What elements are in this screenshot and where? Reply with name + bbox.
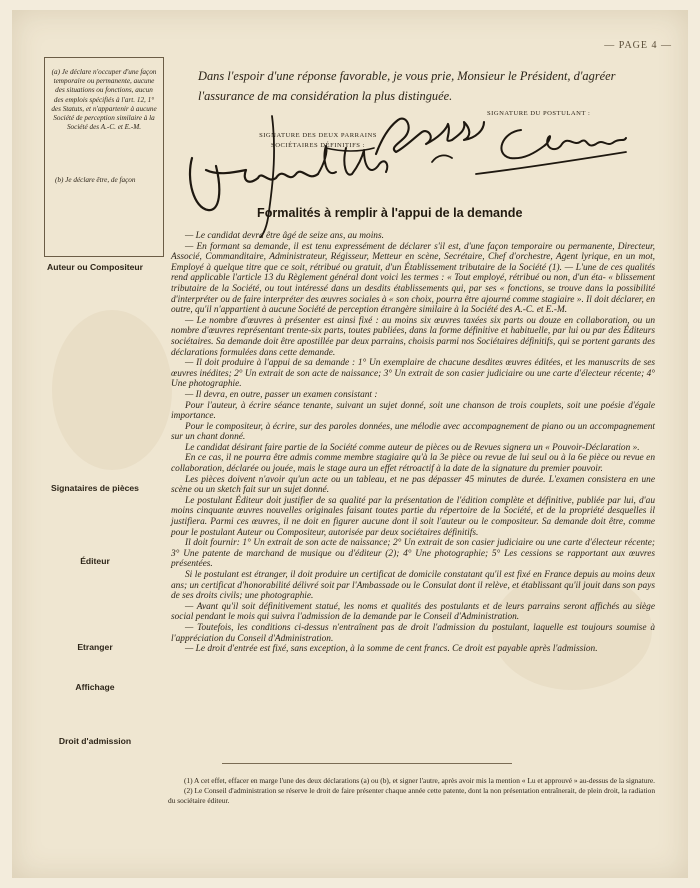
declaration-box [44,57,164,257]
paragraph: Si le postulant est étranger, il doit produire un certificat de domicile constatant qu'il est fixé en France depuis au moins deux ans; un certificat d'honorabilité délivré soit par l'Ambassade ou le Consulat dont il relève, et établissant qu'il jouit dans son pays de ses droits civils; une photographie. [171,570,655,602]
footnote: (2) Le Conseil d'administration se réserve le droit de faire présenter chaque année cette patente, dont la non présentation entraînerait, de plein droit, la radiation du sociétaire éditeur. [168,786,656,805]
paragraph: Il doit fournir: 1° Un extrait de son acte de naissance; 2° Un extrait de son casier judiciaire ou une carte d'électeur récente; 3° Une patente de marchand de musique ou d'éditeur (2); 4° Une photographie; 5° Les cessions se rapportant aux œuvres présentées. [171,538,655,570]
paragraph: Pour l'auteur, à écrire séance tenante, suivant un sujet donné, soit une chanson de trois couplets, soit une poésie d'égale importance. [171,400,655,422]
paper-stain [52,310,172,470]
page-number: — PAGE 4 — [604,40,672,51]
sidebar-publisher: Éditeur [80,556,110,566]
paragraph: En ce cas, il ne pourra être admis comme membre stagiaire qu'à la 3e pièce ou revue de lui seul ou à la 6e pièce ou revue en collaboration, déclarée ou jouée, mais le stage aura un effet rétroactif à la date de la signature du premier pouvoir. [171,453,655,475]
closing-salutation: Dans l'espoir d'une réponse favorable, je vous prie, Monsieur le Président, d'agréer l'assurance de ma considération la plus distinguée. [198,69,616,103]
paragraph: — Il devra, en outre, passer un examen consistant : [185,389,378,400]
sidebar-admission-fee: Droit d'admission [58,736,132,746]
footnote-divider [222,763,512,764]
paragraph: — Le nombre d'œuvres à présenter est ainsi fixé : au moins six œuvres taxées six parts ou douze en collaboration, ou un nombre d'œuvres représentant trente-six parts, toutes publiées, dans la forme définitive et habituelle, par lui ou par des Éditeurs sociétaires. Sa demande doit être apostillée par deux parrains, choisis parmi nos Sociétaires définitifs, qui se portent garants des déclarations formulées dans cette demande. [171,315,655,358]
sidebar-posting: Affichage [75,682,115,692]
declaration-a: (a) Je déclare n'occuper d'une façon temporaire ou permanente, aucune des situations ou fonctions, aucun des emplois spécifiés à l'art. 12, 1° des Statuts, et n'appartenir à aucune Société de perception similaire à la Société des A.-C. et E.-M. [51,68,157,132]
paragraph: — Il doit produire à l'appui de sa demande : 1° Un exemplaire de chacune desdites œuvres éditées, et les manuscrits de ses œuvres inédites; 2° Un extrait de son acte de naissance; 3° Un extrait de son casier judiciaire ou une carte d'électeur récente; 4° Une photographie. [171,358,655,390]
sidebar-signatories: Signataires de pièces [51,483,139,493]
sidebar-foreigner: Etranger [77,642,113,652]
applicant-signature-label: SIGNATURE DU POSTULANT : [487,110,591,117]
footnotes [168,776,658,806]
formalities-body [171,231,655,655]
paragraph: — Avant qu'il soit définitivement statué, les noms et qualités des postulants et de leurs parrains seront affichés au siège social pendant le mois qui suivra l'admission de la demande par le Conseil d'Administration. [171,601,655,623]
section-title: Formalités à remplir à l'appui de la demande [257,206,523,220]
footnote: (1) A cet effet, effacer en marge l'une des deux déclarations (a) ou (b), et signer l'autre, après avoir mis la mention « Lu et approuvé » au-dessus de la signature. [184,776,655,785]
paragraph: Pour le compositeur, à écrire, sur des paroles données, une mélodie avec accompagnement de piano ou un accompagnement sur un chant donné. [171,421,655,443]
paragraph: Le postulant Éditeur doit justifier de sa qualité par la présentation de l'édition complète et définitive, publiée par lui, d'au moins cinquante œuvres nouvelles originales faisant toutes partie du répertoire de la Société, et de la propriété desquelles il justifiera. Parmi ces œuvres, il ne doit en figurer aucune dont il soit l'auteur ou le compositeur. Sa demande doit être, comme pour le postulant Auteur ou Compositeur, autorisée par deux sociétaires définitifs. [171,495,655,538]
sidebar-author: Auteur ou Compositeur [47,262,143,272]
paragraph: Les pièces doivent n'avoir qu'un acte ou un tableau, et ne pas dépasser 45 minutes de durée. L'examen consistera en une scène ou un sketch fait sur un sujet donné. [171,474,655,496]
sponsors-signature-label: SIGNATURE DES DEUX PARRAINS SOCIÉTAIRES DÉFINITIFS : [259,132,377,149]
paragraph: — Le candidat devra être âgé de seize ans, au moins. [185,231,384,241]
paragraph: Le candidat désirant faire partie de la Société comme auteur de pièces ou de Revues signera un « Pouvoir-Déclaration ». [185,442,640,453]
paragraph: — En formant sa demande, il est tenu expressément de déclarer s'il est, d'une façon temporaire ou permanente, Directeur, Associé, Commanditaire, Administrateur, Régisseur, Metteur en scène, Secrétaire, Chef d'orchestre, Agent lyrique, en un mot, Employé à quelque titre que ce soit, rétribué ou gratuit, d'un Établissement tributaire de la Société (1). — L'une de ces qualités rend applicable l'article 13 du Règlement général dont voici les termes : « Tout employé, rétribué ou non, d'un éta- « blissement tributaire de la Société, ou tout intéressé dans un desdits établissements qui, par ses « fonctions, se trouve dans la possibilité d'interpréter ou de faire interpréter des œuvres sociales à « son choix, pourra être ajourné comme stagiaire ». Il doit déclarer, en outre, qu'il n'appartient à aucune Société de perception étrangère similaire à la Société des A.-C. et E.-M. [171,241,655,316]
declaration-b: (b) Je déclare être, de façon [55,176,136,184]
paragraph: — Toutefois, les conditions ci-dessus n'entraînent pas de droit l'admission du postulant, laquelle est toujours soumise à l'appréciation du Conseil d'Administration. [171,622,655,644]
paragraph: — Le droit d'entrée est fixé, sans exception, à la somme de cent francs. Ce droit est payable après l'admission. [185,644,598,655]
